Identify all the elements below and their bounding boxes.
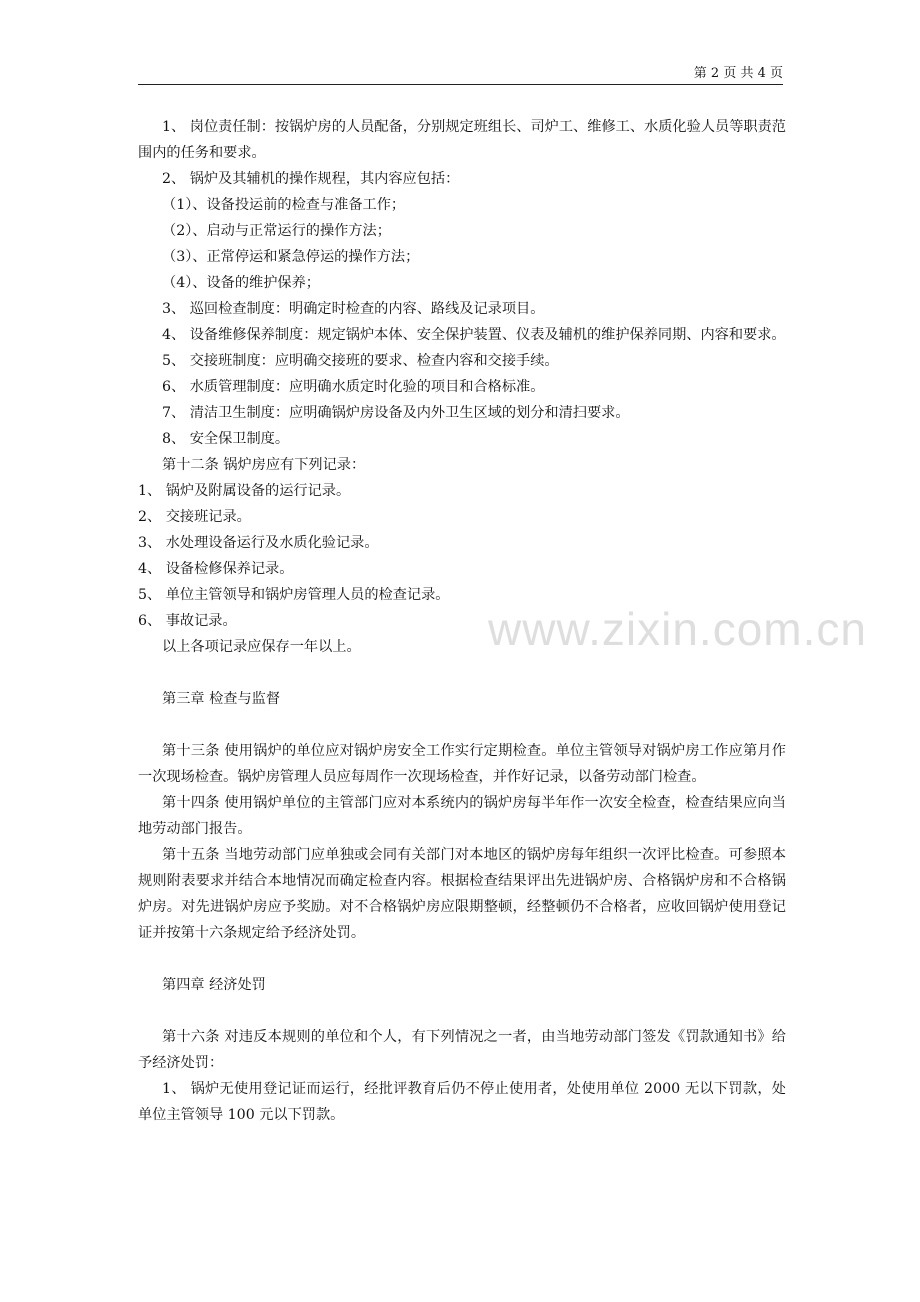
article-paragraph: 第十三条 使用锅炉的单位应对锅炉房安全工作实行定期检查。单位主管领导对锅炉房工作应第月作一次现场检查。锅炉房管理人员应每周作一次现场检查，并作好记录，以备劳动部门检查。 <box>138 743 786 785</box>
paragraph: （2）、启动与正常运行的操作方法； <box>162 223 391 239</box>
chapter-heading: 第四章 经济处罚 <box>162 977 266 993</box>
paragraph: 8、 安全保卫制度。 <box>162 431 290 447</box>
document-body <box>138 114 786 1128</box>
paragraph: 5、 交接班制度：应明确交接班的要求、检查内容和交接手续。 <box>162 353 559 369</box>
record-item: 3、 水处理设备运行及水质化验记录。 <box>138 535 379 551</box>
paragraph: 以上各项记录应保存一年以上。 <box>162 639 361 655</box>
paragraph: 4、 设备维修保养制度：规定锅炉本体、安全保护装置、仪表及辅机的维护保养同期、内容和要求。 <box>162 327 786 343</box>
record-item: 4、 设备检修保养记录。 <box>138 561 294 577</box>
article-paragraph: 第十五条 当地劳动部门应单独或会同有关部门对本地区的锅炉房每年组织一次评比检查。可参照本规则附表要求并结合本地情况而确定检查内容。根据检查结果评出先进锅炉房、合格锅炉房和不合格锅炉房。对先进锅炉房应予奖励。对不合格锅炉房应限期整顿，经整顿仍不合格者，应收回锅炉使用登记证并按第十六条规定给予经济处罚。 <box>138 847 786 941</box>
paragraph: 7、 清洁卫生制度：应明确锅炉房设备及内外卫生区域的划分和清扫要求。 <box>162 405 630 421</box>
page-indicator: 第 2 页 共 4 页 <box>693 66 783 81</box>
article-paragraph: 第十四条 使用锅炉单位的主管部门应对本系统内的锅炉房每半年作一次安全检查，检查结果应向当地劳动部门报告。 <box>138 795 786 837</box>
record-item: 1、 锅炉及附属设备的运行记录。 <box>138 483 351 499</box>
watermark: www.zixin.com.cn <box>488 603 867 655</box>
paragraph: （1）、设备投运前的检查与准备工作； <box>162 197 406 213</box>
penalty-item: 1、 锅炉无使用登记证而运行，经批评教育后仍不停止使用者，处使用单位 2000 无以下罚款，处单位主管领导 100 元以下罚款。 <box>138 1081 786 1123</box>
article-paragraph: 第十六条 对违反本规则的单位和个人，有下列情况之一者，由当地劳动部门签发《罚款通知书》给予经济处罚： <box>138 1029 786 1071</box>
paragraph: 3、 巡回检查制度：明确定时检查的内容、路线及记录项目。 <box>162 301 545 317</box>
paragraph: （3）、正常停运和紧急停运的操作方法； <box>162 249 420 265</box>
paragraph: 2、 锅炉及其辅机的操作规程，其内容应包括： <box>162 171 460 187</box>
paragraph: 1、 岗位责任制：按锅炉房的人员配备，分别规定班组长、司炉工、维修工、水质化验人员等职责范围内的任务和要求。 <box>138 119 786 161</box>
chapter-heading: 第三章 检查与监督 <box>162 691 281 707</box>
paragraph: （4）、设备的维护保养； <box>162 275 320 291</box>
article-heading: 第十二条 锅炉房应有下列记录： <box>162 457 366 473</box>
record-item: 5、 单位主管领导和锅炉房管理人员的检查记录。 <box>138 587 450 603</box>
page-header <box>138 62 783 85</box>
record-item: 6、 事故记录。 <box>138 613 237 629</box>
record-item: 2、 交接班记录。 <box>138 509 251 525</box>
paragraph: 6、 水质管理制度：应明确水质定时化验的项目和合格标准。 <box>162 379 545 395</box>
